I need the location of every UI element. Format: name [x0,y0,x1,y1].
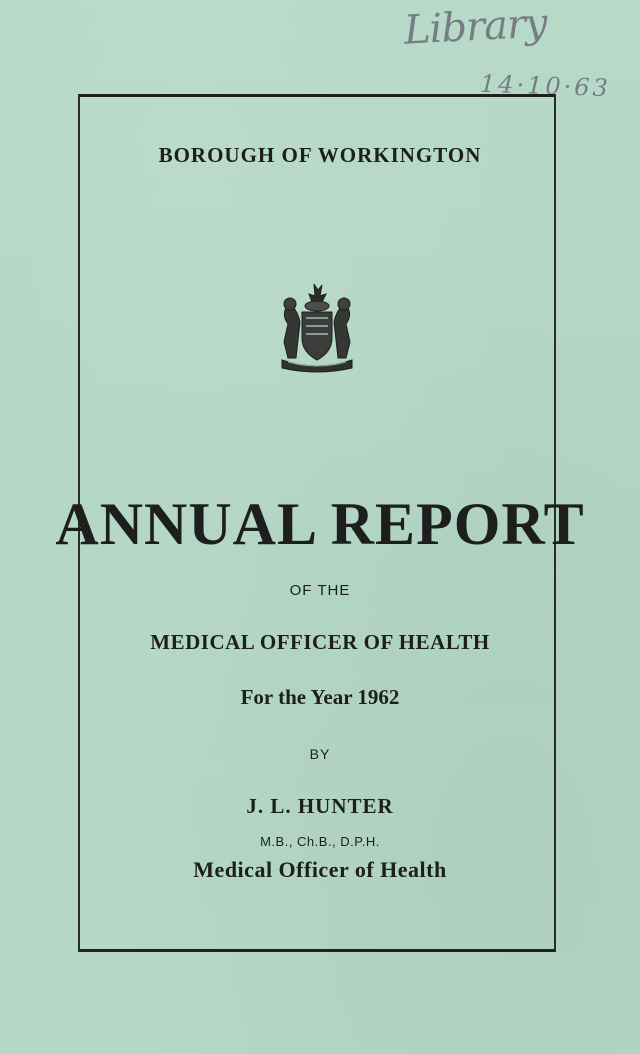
coat-of-arms-icon [278,282,356,374]
handwritten-date-note: 14·10·63 [479,69,612,103]
report-title: ANNUAL REPORT [55,491,585,557]
by-line: BY [309,746,331,762]
office-heading: MEDICAL OFFICER OF HEALTH [150,630,490,654]
report-year: For the Year 1962 [240,685,400,709]
author-role: Medical Officer of Health [193,857,447,882]
of-the-line: OF THE [289,582,351,599]
author-name: J. L. HUNTER [246,794,394,818]
handwritten-library-note: Library [402,0,548,54]
borough-heading: BOROUGH OF WORKINGTON [158,143,482,167]
author-qualifications: M.B., Ch.B., D.P.H. [260,834,380,849]
